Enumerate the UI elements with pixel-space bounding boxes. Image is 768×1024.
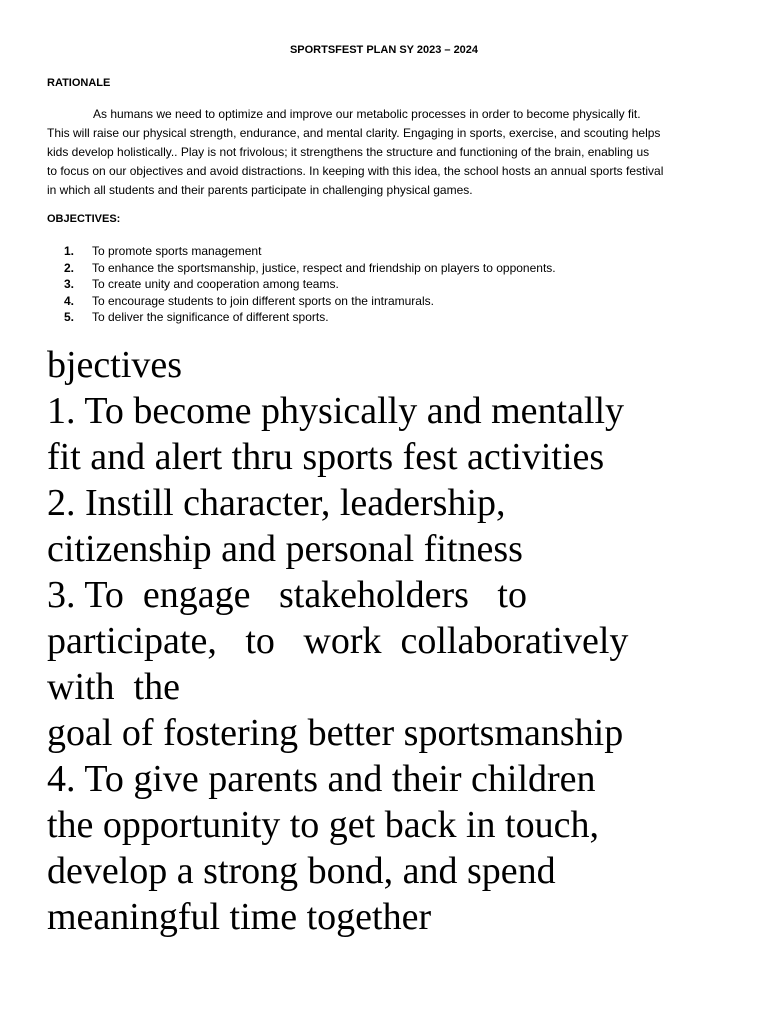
list-item-number: 4. [64, 293, 75, 308]
large-text-line: meaningful time together [47, 896, 432, 938]
list-item-text: To create unity and cooperation among teams. [92, 277, 339, 291]
rationale-line: kids develop holistically.. Play is not frivolous; it strengthens the structure and functioning of the brain, enabling us [47, 145, 650, 159]
list-item-number: 5. [64, 310, 75, 324]
list-item-text: To deliver the significance of different sports. [92, 310, 329, 324]
large-objectives-text [47, 342, 747, 940]
objectives-list [64, 243, 556, 326]
large-text-line: participate, to work collaboratively [47, 620, 629, 662]
list-item-text: To promote sports management [92, 244, 262, 258]
list-item [64, 243, 556, 260]
list-item-text: To encourage students to join different sports on the intramurals. [92, 293, 434, 308]
large-text-line: 4. To give parents and their children [47, 758, 596, 800]
rationale-line: to focus on our objectives and avoid distractions. In keeping with this idea, the school hosts an annual sports festival [47, 164, 664, 178]
large-text-line: fit and alert thru sports fest activities [47, 436, 605, 478]
objectives-heading: OBJECTIVES: [47, 213, 121, 225]
rationale-paragraph [47, 105, 723, 200]
large-text-line: 2. Instill character, leadership, [47, 482, 506, 524]
large-text-line: with the [47, 666, 180, 708]
rationale-line: This will raise our physical strength, endurance, and mental clarity. Engaging in sports, exercise, and scouting helps [47, 126, 661, 140]
rationale-line: As humans we need to optimize and improve our metabolic processes in order to become physically fit. [93, 107, 641, 121]
large-text-line: develop a strong bond, and spend [47, 850, 556, 892]
list-item [64, 276, 556, 293]
document-title: SPORTSFEST PLAN SY 2023 – 2024 [289, 44, 479, 56]
list-item-text: To enhance the sportsmanship, justice, respect and friendship on players to opponents. [92, 260, 556, 275]
list-item-number: 2. [64, 260, 75, 275]
list-item-number: 3. [64, 277, 75, 291]
list-item [64, 293, 556, 310]
large-text-line: bjectives [47, 344, 183, 386]
list-item [64, 260, 556, 277]
large-text-line: citizenship and personal fitness [47, 528, 523, 570]
large-text-line: 1. To become physically and mentally [47, 390, 625, 432]
large-text-line: 3. To engage stakeholders to [47, 574, 527, 616]
large-text-line: goal of fostering better sportsmanship [47, 712, 624, 754]
rationale-heading: RATIONALE [47, 77, 111, 89]
large-text-line: the opportunity to get back in touch, [47, 804, 599, 846]
list-item-number: 1. [64, 244, 75, 258]
rationale-line: in which all students and their parents participate in challenging physical games. [47, 183, 473, 197]
list-item [64, 309, 556, 326]
